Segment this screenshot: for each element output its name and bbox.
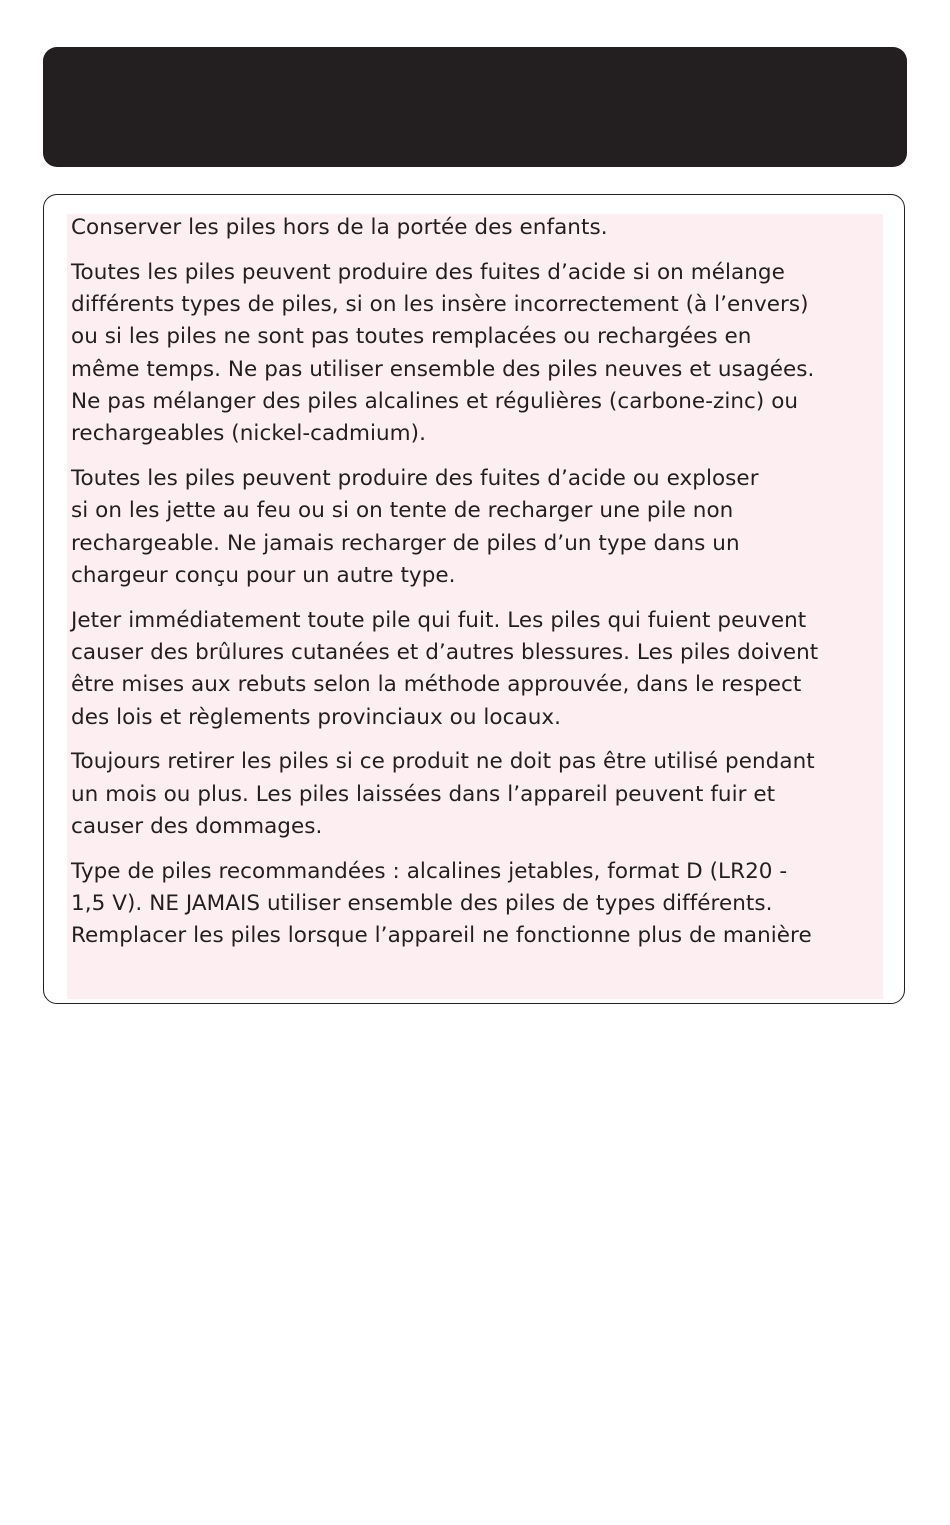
text-line: Type de piles recommandées : alcalines jetables, format D (LR20 - <box>71 858 788 884</box>
paragraph-battery-type <box>71 856 901 953</box>
text-line: chargeur conçu pour un autre type. <box>71 562 456 588</box>
text-line: si on les jette au feu ou si on tente de recharger une pile non <box>71 498 734 524</box>
text-line: Toutes les piles peuvent produire des fuites d’acide si on mélange <box>71 259 785 285</box>
text-line: Ne pas mélanger des piles alcalines et régulières (carbone-zinc) ou <box>71 388 799 414</box>
text-line: causer des brûlures cutanées et d’autres blessures. Les piles doivent <box>71 640 819 666</box>
text-line: ou si les piles ne sont pas toutes remplacées ou rechargées en <box>71 324 752 350</box>
paragraph-leaking-disposal <box>71 605 901 734</box>
text-line: Conserver les piles hors de la portée des enfants. <box>71 215 608 240</box>
text-line: Jeter immédiatement toute pile qui fuit. Les piles qui fuient peuvent <box>71 607 807 633</box>
text-line: différents types de piles, si on les insère incorrectement (à l’envers) <box>71 292 809 318</box>
text-line: être mises aux rebuts selon la méthode approuvée, dans le respect <box>71 672 802 698</box>
text-line: Toutes les piles peuvent produire des fuites d’acide ou exploser <box>71 466 759 492</box>
text-line: Remplacer les piles lorsque l’appareil ne fonctionne plus de manière <box>71 923 812 949</box>
paragraph-acid-leak-mixing <box>71 257 901 451</box>
paragraph-remove-batteries <box>71 746 901 843</box>
paragraph-fire-recharge <box>71 463 901 592</box>
text-line: même temps. Ne pas utiliser ensemble des piles neuves et usagées. <box>71 356 815 382</box>
text-line: rechargeables (nickel-cadmium). <box>71 421 426 447</box>
text-line: un mois ou plus. Les piles laissées dans l’appareil peuvent fuir et <box>71 781 776 807</box>
paragraph-keep-away-from-children <box>71 212 901 244</box>
text-line: Toujours retirer les piles si ce produit ne doit pas être utilisé pendant <box>71 749 815 775</box>
text-line: des lois et règlements provinciaux ou locaux. <box>71 704 562 730</box>
text-line: causer des dommages. <box>71 814 323 840</box>
text-line: 1,5 V). NE JAMAIS utiliser ensemble des piles de types différents. <box>71 891 773 917</box>
battery-warning-box <box>43 194 905 1004</box>
text-line: rechargeable. Ne jamais recharger de piles d’un type dans un <box>71 530 740 556</box>
header-bar <box>43 47 907 167</box>
warning-text-block <box>71 212 901 965</box>
